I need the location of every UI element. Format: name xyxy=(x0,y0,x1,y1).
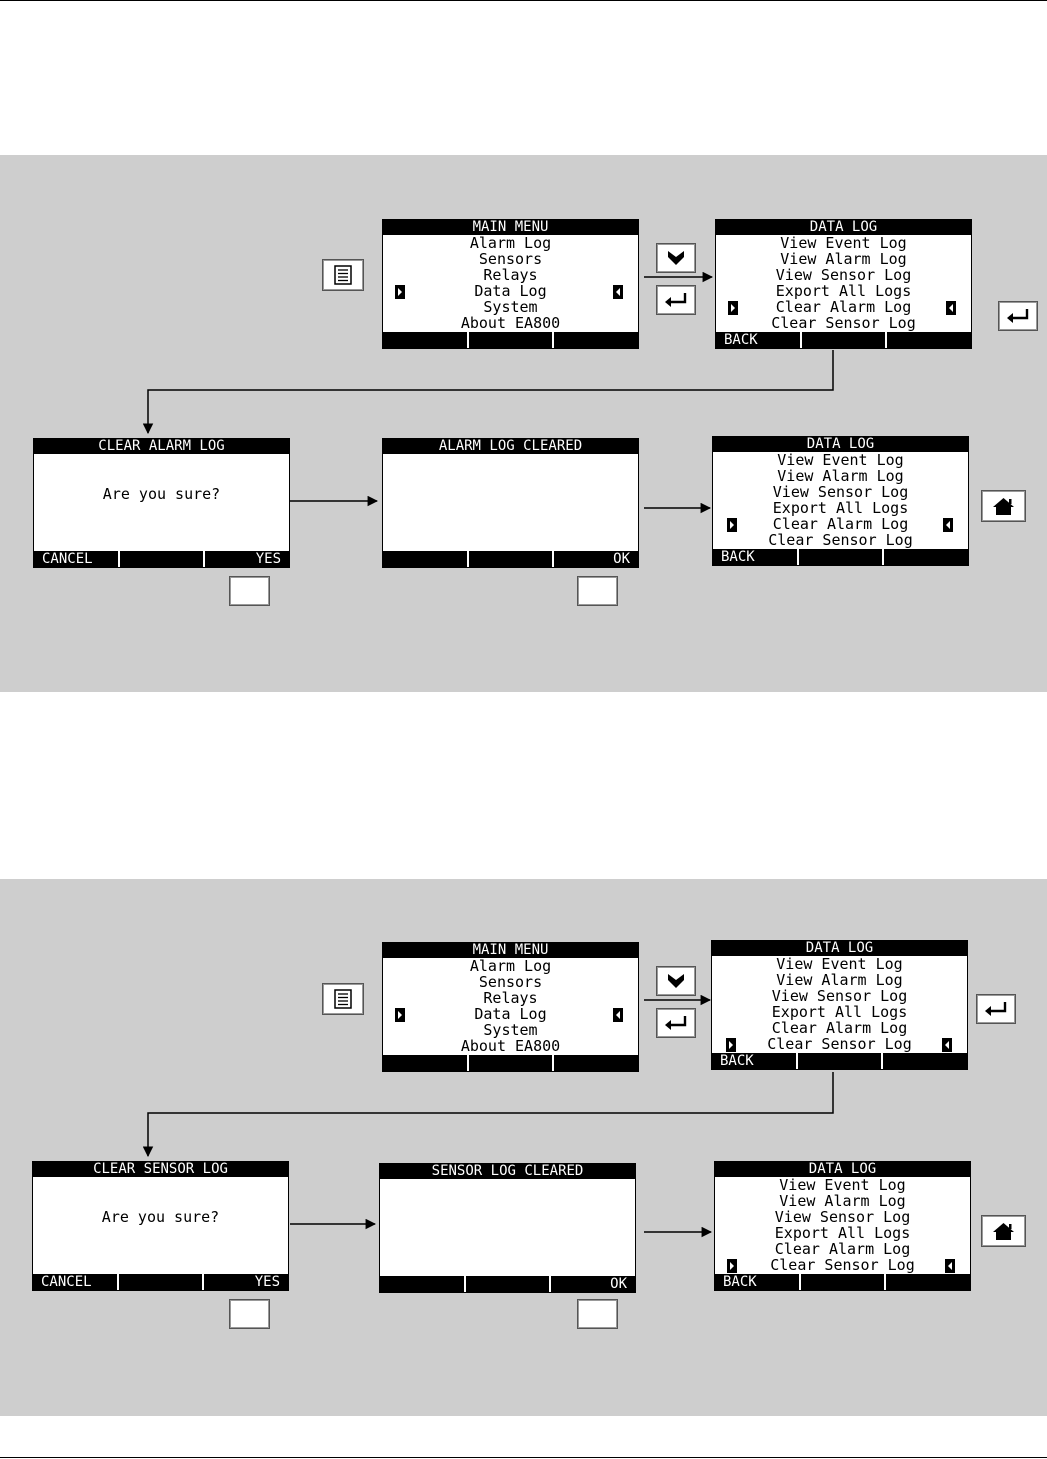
menu-item[interactable]: View Sensor Log xyxy=(772,483,909,501)
menu-item[interactable]: Clear Sensor Log xyxy=(771,314,916,332)
menu-item[interactable]: View Sensor Log xyxy=(775,266,912,284)
screen-title: SENSOR LOG CLEARED xyxy=(380,1164,635,1179)
screen-title: DATA LOG xyxy=(715,1162,970,1177)
screen-title: DATA LOG xyxy=(712,941,967,956)
screen-title: CLEAR SENSOR LOG xyxy=(33,1162,288,1177)
menu-item[interactable]: Sensors xyxy=(478,973,543,991)
menu-item[interactable]: About EA800 xyxy=(460,314,561,332)
menu-item[interactable]: Export All Logs xyxy=(775,282,912,300)
screen-title: DATA LOG xyxy=(713,437,968,452)
menu-item[interactable]: View Sensor Log xyxy=(771,987,908,1005)
menu-item[interactable]: View Alarm Log xyxy=(779,1192,906,1210)
menu-item[interactable]: View Sensor Log xyxy=(774,1208,911,1226)
softkey-cancel[interactable]: CANCEL xyxy=(33,1274,119,1290)
confirm-message: Are you sure? xyxy=(102,485,221,503)
menu-item-selected[interactable]: Data Log xyxy=(474,282,547,300)
menu-item[interactable]: Clear Sensor Log xyxy=(768,531,913,549)
softkey-back[interactable]: BACK xyxy=(712,1053,798,1069)
softkey-cancel[interactable]: CANCEL xyxy=(34,551,120,567)
menu-item[interactable]: Clear Alarm Log xyxy=(774,1240,911,1258)
menu-item[interactable]: View Alarm Log xyxy=(780,250,907,268)
screen-title: MAIN MENU xyxy=(383,943,638,958)
softkey-back[interactable]: BACK xyxy=(713,549,799,565)
menu-item[interactable]: Export All Logs xyxy=(771,1003,908,1021)
screen-title: MAIN MENU xyxy=(383,220,638,235)
menu-item-selected[interactable]: Clear Sensor Log xyxy=(767,1035,912,1053)
menu-item-selected[interactable]: Clear Alarm Log xyxy=(772,515,909,533)
softkey-back[interactable]: BACK xyxy=(715,1274,801,1290)
menu-item[interactable]: View Alarm Log xyxy=(776,971,903,989)
menu-item[interactable]: Alarm Log xyxy=(469,957,552,975)
menu-item[interactable]: View Event Log xyxy=(779,1176,906,1194)
menu-item[interactable]: View Event Log xyxy=(780,234,907,252)
menu-item[interactable]: Export All Logs xyxy=(772,499,909,517)
menu-item-selected[interactable]: Clear Alarm Log xyxy=(775,298,912,316)
menu-item[interactable]: Relays xyxy=(483,989,538,1007)
menu-item[interactable]: System xyxy=(483,298,538,316)
softkey-ok[interactable]: OK xyxy=(613,551,631,567)
bottom-rule xyxy=(0,1457,1047,1458)
menu-item[interactable]: Export All Logs xyxy=(774,1224,911,1242)
menu-item[interactable]: About EA800 xyxy=(460,1037,561,1055)
menu-item[interactable]: View Alarm Log xyxy=(777,467,904,485)
menu-item[interactable]: System xyxy=(483,1021,538,1039)
softkey-yes[interactable]: YES xyxy=(254,1274,281,1290)
screen-title: CLEAR ALARM LOG xyxy=(34,439,289,454)
menu-item-selected[interactable]: Clear Sensor Log xyxy=(770,1256,915,1274)
menu-item[interactable]: Sensors xyxy=(478,250,543,268)
softkey-yes[interactable]: YES xyxy=(255,551,282,567)
screen-title: ALARM LOG CLEARED xyxy=(383,439,638,454)
menu-item[interactable]: View Event Log xyxy=(776,955,903,973)
menu-item[interactable]: View Event Log xyxy=(777,451,904,469)
menu-item-selected[interactable]: Data Log xyxy=(474,1005,547,1023)
softkey-ok[interactable]: OK xyxy=(610,1276,628,1292)
menu-item[interactable]: Clear Alarm Log xyxy=(771,1019,908,1037)
menu-item[interactable]: Alarm Log xyxy=(469,234,552,252)
screen-title: DATA LOG xyxy=(716,220,971,235)
menu-item[interactable]: Relays xyxy=(483,266,538,284)
confirm-message: Are you sure? xyxy=(101,1208,220,1226)
softkey-back[interactable]: BACK xyxy=(716,332,802,348)
